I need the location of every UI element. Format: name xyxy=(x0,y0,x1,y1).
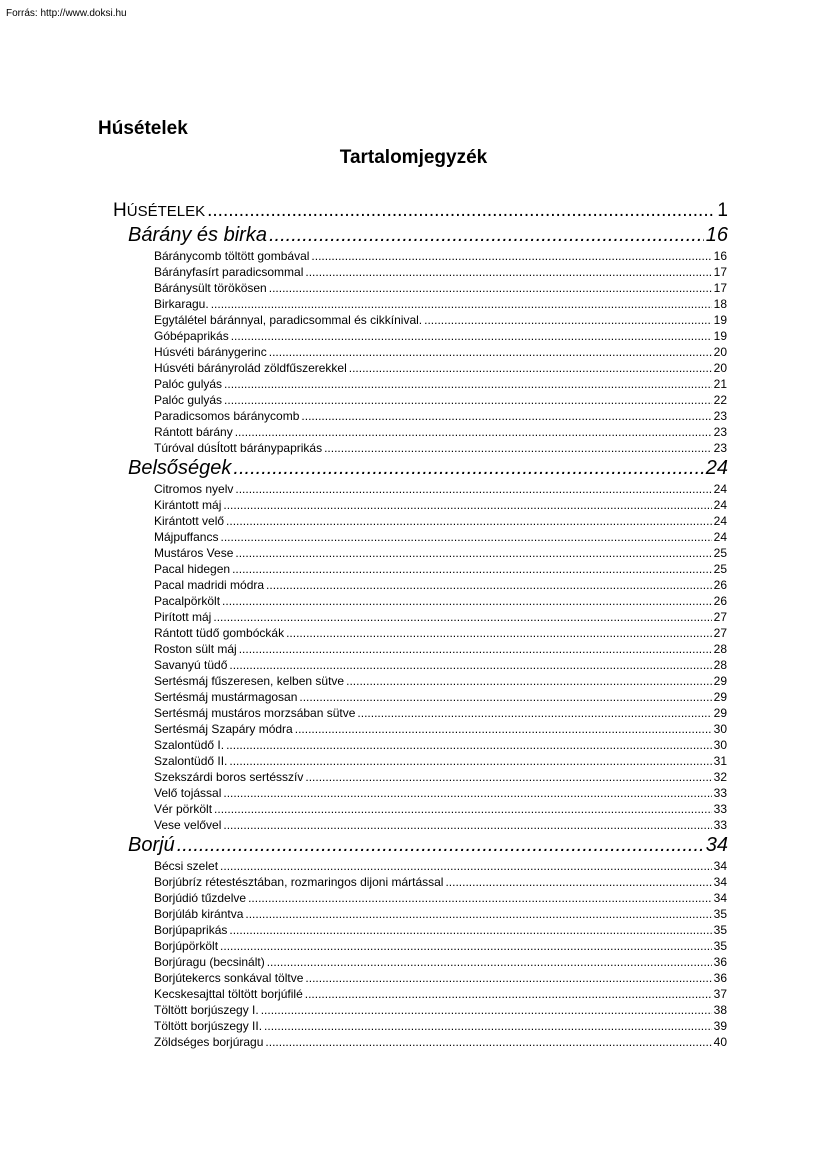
toc-section-page: 16 xyxy=(705,224,728,246)
toc-item[interactable] xyxy=(113,248,728,264)
toc-item-page: 35 xyxy=(713,907,727,921)
toc-item[interactable] xyxy=(113,986,728,1002)
toc-item-label: Borjúdió tűzdelve xyxy=(154,891,247,905)
toc-item-page: 21 xyxy=(713,377,727,391)
toc-item-page: 19 xyxy=(713,313,727,327)
toc-item-page: 16 xyxy=(713,249,727,263)
toc-item[interactable] xyxy=(113,970,728,986)
toc-item-page: 40 xyxy=(713,1035,727,1049)
dot-leader xyxy=(305,986,712,1002)
toc-item-page: 29 xyxy=(713,674,727,688)
toc-item[interactable] xyxy=(113,673,728,689)
toc-item[interactable] xyxy=(113,641,728,657)
toc-item[interactable] xyxy=(113,312,728,328)
dot-leader xyxy=(264,1018,712,1034)
dot-leader xyxy=(261,1002,712,1018)
toc-item-label: Bárányfasírt paradicsommal xyxy=(154,265,304,279)
toc-item-label: Túróval dúsÍtott báránypaprikás xyxy=(154,441,323,455)
toc-item-label: Szekszárdi boros sertésszív xyxy=(154,770,304,784)
dot-leader xyxy=(223,817,711,833)
dot-leader xyxy=(346,673,712,689)
toc-item-page: 27 xyxy=(713,626,727,640)
dot-leader xyxy=(267,954,712,970)
toc-item[interactable] xyxy=(113,360,728,376)
toc-item-page: 26 xyxy=(713,594,727,608)
toc-item-label: Borjúpörkölt xyxy=(154,939,219,953)
toc-item-page: 30 xyxy=(713,738,727,752)
toc-item[interactable] xyxy=(113,1018,728,1034)
toc-item[interactable] xyxy=(113,376,728,392)
toc-item-page: 22 xyxy=(713,393,727,407)
dot-leader xyxy=(223,497,711,513)
toc-section-page: 24 xyxy=(705,457,728,479)
toc-item-label: Borjúpaprikás xyxy=(154,923,228,937)
toc-item-label: Zöldséges borjúragu xyxy=(154,1035,264,1049)
toc-item-label: Kirántott máj xyxy=(154,498,222,512)
toc-item-label: Báránycomb töltött gombával xyxy=(154,249,310,263)
toc-item[interactable] xyxy=(113,609,728,625)
dot-leader xyxy=(269,344,712,360)
toc-item[interactable] xyxy=(113,1002,728,1018)
toc-item[interactable] xyxy=(113,721,728,737)
toc-item-page: 34 xyxy=(713,875,727,889)
toc-item-page: 28 xyxy=(713,642,727,656)
toc-item[interactable] xyxy=(113,753,728,769)
toc-item-label: Vese velővel xyxy=(154,818,222,832)
toc-item[interactable] xyxy=(113,577,728,593)
toc-item-label: Húsvéti bárányrolád zöldfűszerekkel xyxy=(154,361,347,375)
toc-item-label: Citromos nyelv xyxy=(154,482,234,496)
dot-leader xyxy=(235,481,711,497)
toc-item-page: 34 xyxy=(713,891,727,905)
table-of-contents xyxy=(113,199,728,1050)
toc-item-page: 36 xyxy=(713,971,727,985)
toc-item-label: Sertésmáj mustármagosan xyxy=(154,690,298,704)
toc-item-label: Palóc gulyás xyxy=(154,377,223,391)
toc-item-page: 38 xyxy=(713,1003,727,1017)
toc-heading-text: Tartalomjegyzék xyxy=(339,147,488,168)
toc-item[interactable] xyxy=(113,440,728,456)
toc-section[interactable] xyxy=(113,223,728,248)
toc-item-label: Birkaragu. xyxy=(154,297,209,311)
toc-item[interactable] xyxy=(113,906,728,922)
toc-item[interactable] xyxy=(113,561,728,577)
toc-item[interactable] xyxy=(113,625,728,641)
toc-item-page: 23 xyxy=(713,425,727,439)
dot-leader xyxy=(305,970,711,986)
dot-leader xyxy=(229,657,711,673)
dot-leader xyxy=(229,922,711,938)
toc-item-page: 24 xyxy=(713,530,727,544)
dot-leader xyxy=(349,360,712,376)
toc-item-label: Szalontüdő II. xyxy=(154,754,228,768)
toc-item-label: Húsvéti báránygerinc xyxy=(154,345,267,359)
toc-item-page: 28 xyxy=(713,658,727,672)
toc-item-label: Pacal hidegen xyxy=(154,562,231,576)
toc-section-title: Belsőségek xyxy=(128,457,232,479)
dot-leader xyxy=(295,721,712,737)
toc-item-page: 26 xyxy=(713,578,727,592)
toc-item-page: 29 xyxy=(713,690,727,704)
toc-item-page: 20 xyxy=(713,361,727,375)
dot-leader xyxy=(269,280,712,296)
toc-item-label: Rántott bárány xyxy=(154,425,233,439)
toc-item-label: Palóc gulyás xyxy=(154,393,223,407)
dot-leader xyxy=(220,938,712,954)
toc-section-title: Bárány és birka xyxy=(128,224,267,246)
toc-item-label: Savanyú tüdő xyxy=(154,658,228,672)
toc-section[interactable] xyxy=(113,456,728,481)
toc-item[interactable] xyxy=(113,938,728,954)
toc-item-label: Borjúbríz rétestésztában, rozmaringos dijoni mártással xyxy=(154,875,444,889)
toc-item-page: 20 xyxy=(713,345,727,359)
toc-item-label: Szalontüdő I. xyxy=(154,738,225,752)
toc-item-label: Egytálétel báránnyal, paradicsommal és cikkínival. xyxy=(154,313,423,327)
dot-leader xyxy=(223,785,711,801)
toc-item-page: 18 xyxy=(713,297,727,311)
toc-entry-label-rest: ÚSÉTELEK xyxy=(126,203,206,220)
toc-section-page: 34 xyxy=(705,834,728,856)
toc-item[interactable] xyxy=(113,817,728,833)
toc-item-page: 29 xyxy=(713,706,727,720)
dot-leader xyxy=(226,737,712,753)
toc-item-page: 35 xyxy=(713,923,727,937)
dot-leader xyxy=(222,593,712,609)
dot-leader xyxy=(301,408,711,424)
toc-item-page: 37 xyxy=(713,987,727,1001)
toc-item-label: Pacal madridi módra xyxy=(154,578,265,592)
dot-leader xyxy=(207,199,715,223)
dot-leader xyxy=(286,625,712,641)
toc-section[interactable] xyxy=(113,833,728,858)
toc-item-label: Pirított máj xyxy=(154,610,212,624)
toc-item-label: Vér pörkölt xyxy=(154,802,213,816)
toc-item-page: 36 xyxy=(713,955,727,969)
toc-item[interactable] xyxy=(113,392,728,408)
toc-item[interactable] xyxy=(113,593,728,609)
toc-item[interactable] xyxy=(113,922,728,938)
toc-item-page: 33 xyxy=(713,818,727,832)
toc-item[interactable] xyxy=(113,481,728,497)
toc-item-label: Borjúragu (becsinált) xyxy=(154,955,265,969)
dot-leader xyxy=(211,296,712,312)
toc-entry-top[interactable] xyxy=(113,199,728,223)
dot-leader xyxy=(248,890,712,906)
dot-leader xyxy=(424,312,712,328)
toc-item[interactable] xyxy=(113,1034,728,1050)
dot-leader xyxy=(224,376,712,392)
toc-item-page: 33 xyxy=(713,802,727,816)
source-note: Forrás: http://www.doksi.hu xyxy=(6,8,127,19)
toc-item-label: Sertésmáj Szapáry módra xyxy=(154,722,293,736)
dot-leader xyxy=(220,529,711,545)
toc-entry-label xyxy=(113,199,205,223)
toc-item[interactable] xyxy=(113,858,728,874)
toc-item-label: Rántott tüdő gombóckák xyxy=(154,626,285,640)
dot-leader xyxy=(305,264,711,280)
toc-item-page: 24 xyxy=(713,498,727,512)
dot-leader xyxy=(231,328,712,344)
dot-leader xyxy=(357,705,711,721)
dot-leader xyxy=(266,577,712,593)
toc-item-page: 33 xyxy=(713,786,727,800)
toc-item-label: Mustáros Vese xyxy=(154,546,234,560)
toc-item[interactable] xyxy=(113,874,728,890)
toc-item[interactable] xyxy=(113,424,728,440)
dot-leader xyxy=(311,248,711,264)
dot-leader xyxy=(265,1034,711,1050)
dot-leader xyxy=(220,858,712,874)
toc-item-label: Pacalpörkölt xyxy=(154,594,221,608)
dot-leader xyxy=(229,753,711,769)
toc-item[interactable] xyxy=(113,545,728,561)
toc-item[interactable] xyxy=(113,497,728,513)
toc-item-page: 25 xyxy=(713,546,727,560)
toc-item-label: Borjúláb kirántva xyxy=(154,907,244,921)
toc-item-label: Májpuffancs xyxy=(154,530,219,544)
toc-item-label: Sertésmáj mustáros morzsában sütve xyxy=(154,706,356,720)
toc-item[interactable] xyxy=(113,801,728,817)
toc-item[interactable] xyxy=(113,954,728,970)
toc-item[interactable] xyxy=(113,890,728,906)
toc-item[interactable] xyxy=(113,705,728,721)
dot-leader xyxy=(224,392,712,408)
toc-item[interactable] xyxy=(113,328,728,344)
toc-item-label: Velő tojással xyxy=(154,786,222,800)
dot-leader xyxy=(305,769,711,785)
toc-item[interactable] xyxy=(113,344,728,360)
toc-item-label: Borjútekercs sonkával töltve xyxy=(154,971,304,985)
toc-item-page: 17 xyxy=(713,281,727,295)
toc-item-page: 17 xyxy=(713,265,727,279)
toc-item-label: Töltött borjúszegy I. xyxy=(154,1003,259,1017)
toc-item-label: Töltött borjúszegy II. xyxy=(154,1019,263,1033)
dot-leader xyxy=(213,609,711,625)
toc-entry-label-initial: H xyxy=(113,200,127,221)
toc-item-label: Paradicsomos báránycomb xyxy=(154,409,300,423)
toc-item-page: 34 xyxy=(713,859,727,873)
dot-leader xyxy=(226,513,712,529)
toc-item-page: 32 xyxy=(713,770,727,784)
dot-leader xyxy=(269,223,704,248)
toc-item-page: 19 xyxy=(713,329,727,343)
dot-leader xyxy=(299,689,711,705)
toc-item-label: Kecskesajttal töltött borjúfilé xyxy=(154,987,303,1001)
toc-item-page: 27 xyxy=(713,610,727,624)
toc-item-page: 23 xyxy=(713,409,727,423)
dot-leader xyxy=(232,561,712,577)
toc-item-label: Góbépaprikás xyxy=(154,329,229,343)
toc-item[interactable] xyxy=(113,408,728,424)
toc-item-label: Bécsi szelet xyxy=(154,859,219,873)
toc-item[interactable] xyxy=(113,737,728,753)
toc-item[interactable] xyxy=(113,264,728,280)
toc-item-label: Sertésmáj fűszeresen, kelben sütve xyxy=(154,674,345,688)
document-title: Húsételek xyxy=(98,118,188,139)
dot-leader xyxy=(235,424,712,440)
toc-item[interactable] xyxy=(113,785,728,801)
dot-leader xyxy=(245,906,711,922)
toc-section-title: Borjú xyxy=(128,834,175,856)
toc-item-label: Roston sült máj xyxy=(154,642,237,656)
toc-item-label: Kirántott velő xyxy=(154,514,225,528)
dot-leader xyxy=(177,833,704,858)
dot-leader xyxy=(324,440,712,456)
toc-item-label: Báránysült törökösen xyxy=(154,281,267,295)
dot-leader xyxy=(445,874,711,890)
toc-heading xyxy=(0,147,827,169)
toc-item-page: 30 xyxy=(713,722,727,736)
toc-item-page: 25 xyxy=(713,562,727,576)
toc-item[interactable] xyxy=(113,296,728,312)
toc-item[interactable] xyxy=(113,657,728,673)
dot-leader xyxy=(214,801,712,817)
toc-entry-page: 1 xyxy=(717,200,728,221)
toc-item-page: 35 xyxy=(713,939,727,953)
toc-item-page: 24 xyxy=(713,514,727,528)
toc-item-page: 39 xyxy=(713,1019,727,1033)
dot-leader xyxy=(239,641,712,657)
toc-item[interactable] xyxy=(113,769,728,785)
toc-item-page: 23 xyxy=(713,441,727,455)
toc-item[interactable] xyxy=(113,689,728,705)
toc-item[interactable] xyxy=(113,529,728,545)
dot-leader xyxy=(235,545,711,561)
dot-leader xyxy=(233,456,703,481)
toc-item-page: 31 xyxy=(713,754,727,768)
toc-item[interactable] xyxy=(113,513,728,529)
toc-item[interactable] xyxy=(113,280,728,296)
toc-item-page: 24 xyxy=(713,482,727,496)
